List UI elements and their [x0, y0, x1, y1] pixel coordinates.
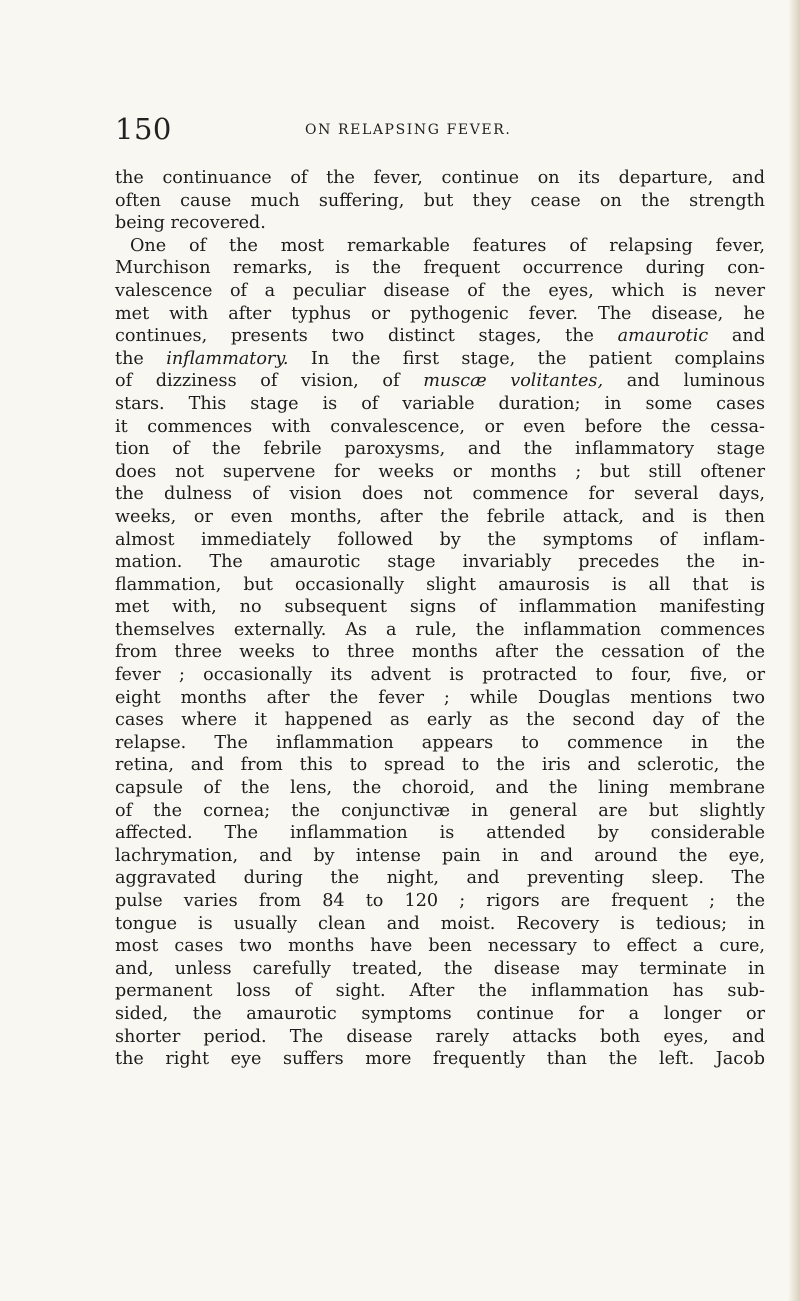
italic-term-inflammatory: inflammatory. [166, 348, 289, 369]
text-line: permanent loss of sight. After the inflammation has sub- [115, 981, 765, 1002]
line-segment: continues, presents two distinct stages, the [115, 326, 594, 347]
text-line [115, 325, 765, 348]
text-line: of the cornea; the conjunctivæ in general are but slightly [115, 800, 765, 821]
text-line: met with after typhus or pythogenic fever. The disease, he [115, 303, 765, 324]
line-segment: In the first stage, the patient complains [310, 348, 765, 369]
text-line: Murchison remarks, is the frequent occurrence during con- [115, 258, 765, 279]
text-line: affected. The inflammation is attended by considerable [115, 823, 765, 844]
text-line: fever ; occasionally its advent is protracted to four, five, or [115, 665, 765, 686]
page-edge-shadow [788, 0, 800, 1301]
text-line: does not supervene for weeks or months ; but still oftener [115, 461, 765, 482]
text-line: mation. The amaurotic stage invariably precedes the in- [115, 552, 765, 573]
text-line: eight months after the fever ; while Douglas mentions two [115, 687, 765, 708]
text-line: flammation, but occasionally slight amaurosis is all that is [115, 574, 765, 595]
line-segment: the [115, 348, 144, 369]
body-text [115, 167, 765, 1071]
text-line: cases where it happened as early as the second day of the [115, 710, 765, 731]
text-line [115, 348, 765, 371]
line-segment: of dizziness of vision, of [115, 371, 400, 392]
text-line: met with, no subsequent signs of inflammation manifesting [115, 597, 765, 618]
text-line: pulse varies from 84 to 120 ; rigors are frequent ; the [115, 891, 765, 911]
text-line: retina, and from this to spread to the iris and sclerotic, the [115, 755, 765, 776]
text-line: it commences with convalescence, or even before the cessa- [115, 416, 765, 437]
text-line: tongue is usually clean and moist. Recovery is tedious; in [115, 913, 765, 934]
text-line: being recovered. [115, 213, 266, 234]
text-line: capsule of the lens, the choroid, and the lining membrane [115, 778, 765, 799]
running-head: ON RELAPSING FEVER. [305, 122, 512, 138]
text-line: the right eye suffers more frequently than the left. Jacob [115, 1049, 765, 1070]
text-line: sided, the amaurotic symptoms continue for a longer or [115, 1003, 765, 1024]
text-line: often cause much suffering, but they cease on the strength [115, 190, 765, 211]
text-line: tion of the febrile paroxysms, and the inflammatory stage [115, 439, 765, 460]
text-line: weeks, or even months, after the febrile attack, and is then [115, 506, 765, 527]
text-line [115, 370, 765, 393]
line-segment: and [731, 326, 766, 347]
text-line: the dulness of vision does not commence for several days, [115, 484, 765, 505]
text-line: stars. This stage is of variable duration; in some cases [115, 393, 765, 414]
text-line: almost immediately followed by the symptoms of inflam- [115, 529, 765, 550]
text-line: themselves externally. As a rule, the inflammation commences [115, 619, 765, 640]
italic-term-muscae: muscæ volitantes, [423, 371, 604, 392]
page-number: 150 [115, 112, 172, 146]
page-header [115, 112, 765, 152]
text-line: lachrymation, and by intense pain in and around the eye, [115, 845, 765, 866]
text-line: shorter period. The disease rarely attacks both eyes, and [115, 1026, 765, 1047]
text-line: valescence of a peculiar disease of the eyes, which is never [115, 280, 765, 301]
text-line: One of the most remarkable features of relapsing fever, [130, 235, 765, 256]
text-line: aggravated during the night, and preventing sleep. The [115, 868, 765, 889]
italic-term-amaurotic: amaurotic [617, 326, 709, 347]
text-line: the continuance of the fever, continue on its departure, and [115, 168, 765, 188]
text-line: from three weeks to three months after the cessation of the [115, 642, 765, 663]
line-segment: and luminous [626, 371, 766, 392]
text-line: most cases two months have been necessary to effect a cure, [115, 936, 765, 957]
text-line: relapse. The inflammation appears to commence in the [115, 732, 765, 753]
text-line: and, unless carefully treated, the disease may terminate in [115, 958, 765, 979]
